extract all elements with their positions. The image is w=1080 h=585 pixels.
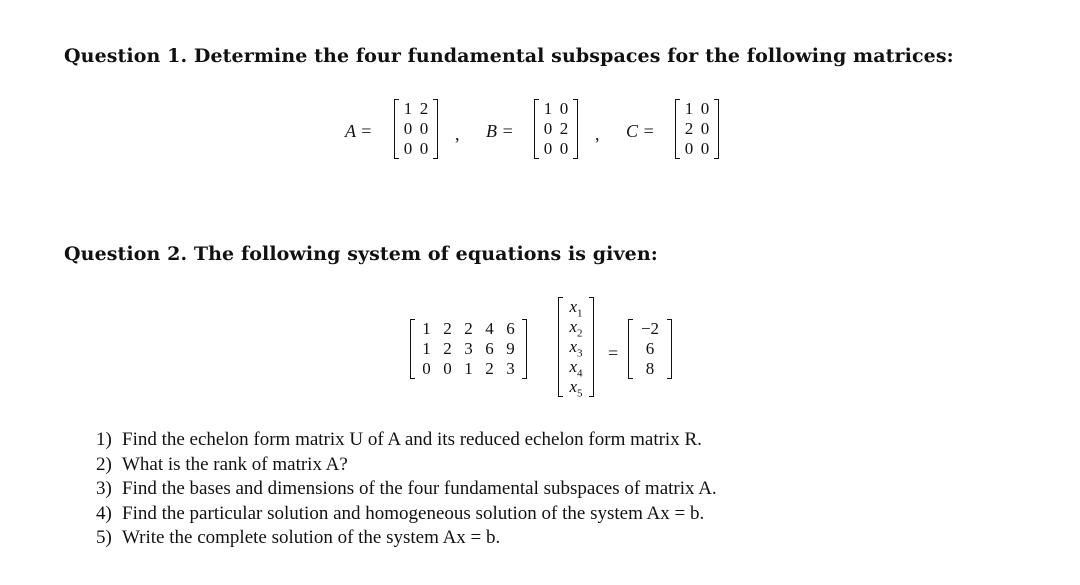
matrix-c-label: C = [626,121,655,141]
list-item: 5) Write the complete solution of the system Ax = b. [96,527,501,548]
matrix-a-comma: , [455,124,460,144]
question-2-heading: Question 2. The following system of equations is given: [64,243,658,265]
list-item: 1) Find the echelon form matrix U of A and its reduced echelon form matrix R. [96,429,702,450]
matrix-a-label: A = [345,121,373,141]
list-item: 3) Find the bases and dimensions of the four fundamental subspaces of matrix A. [96,478,717,499]
matrix-b-comma: , [595,124,600,144]
matrix-b: 1 0 0 2 0 0 [534,99,578,159]
coefficient-matrix: 1 2 2 4 6 1 2 3 6 9 0 0 1 2 3 [410,319,527,379]
matrix-b-label: B = [486,121,514,141]
matrix-c: 1 0 2 0 0 0 [675,99,719,159]
list-item: 4) Find the particular solution and homogeneous solution of the system Ax = b. [96,502,705,524]
matrix-a: 1 2 0 0 0 0 [394,99,438,159]
variable-vector: $x_1$ $x_2$ $x_3$ $x_4$ $x_5$ [558,297,594,397]
list-item: 2) What is the rank of matrix A? [96,453,348,475]
equals-sign: = [608,343,619,363]
question-2-items [96,428,717,551]
rhs-vector: −2 6 8 [628,319,672,379]
question-1-heading: Question 1. Determine the four fundamental subspaces for the following matrices: [64,45,954,67]
